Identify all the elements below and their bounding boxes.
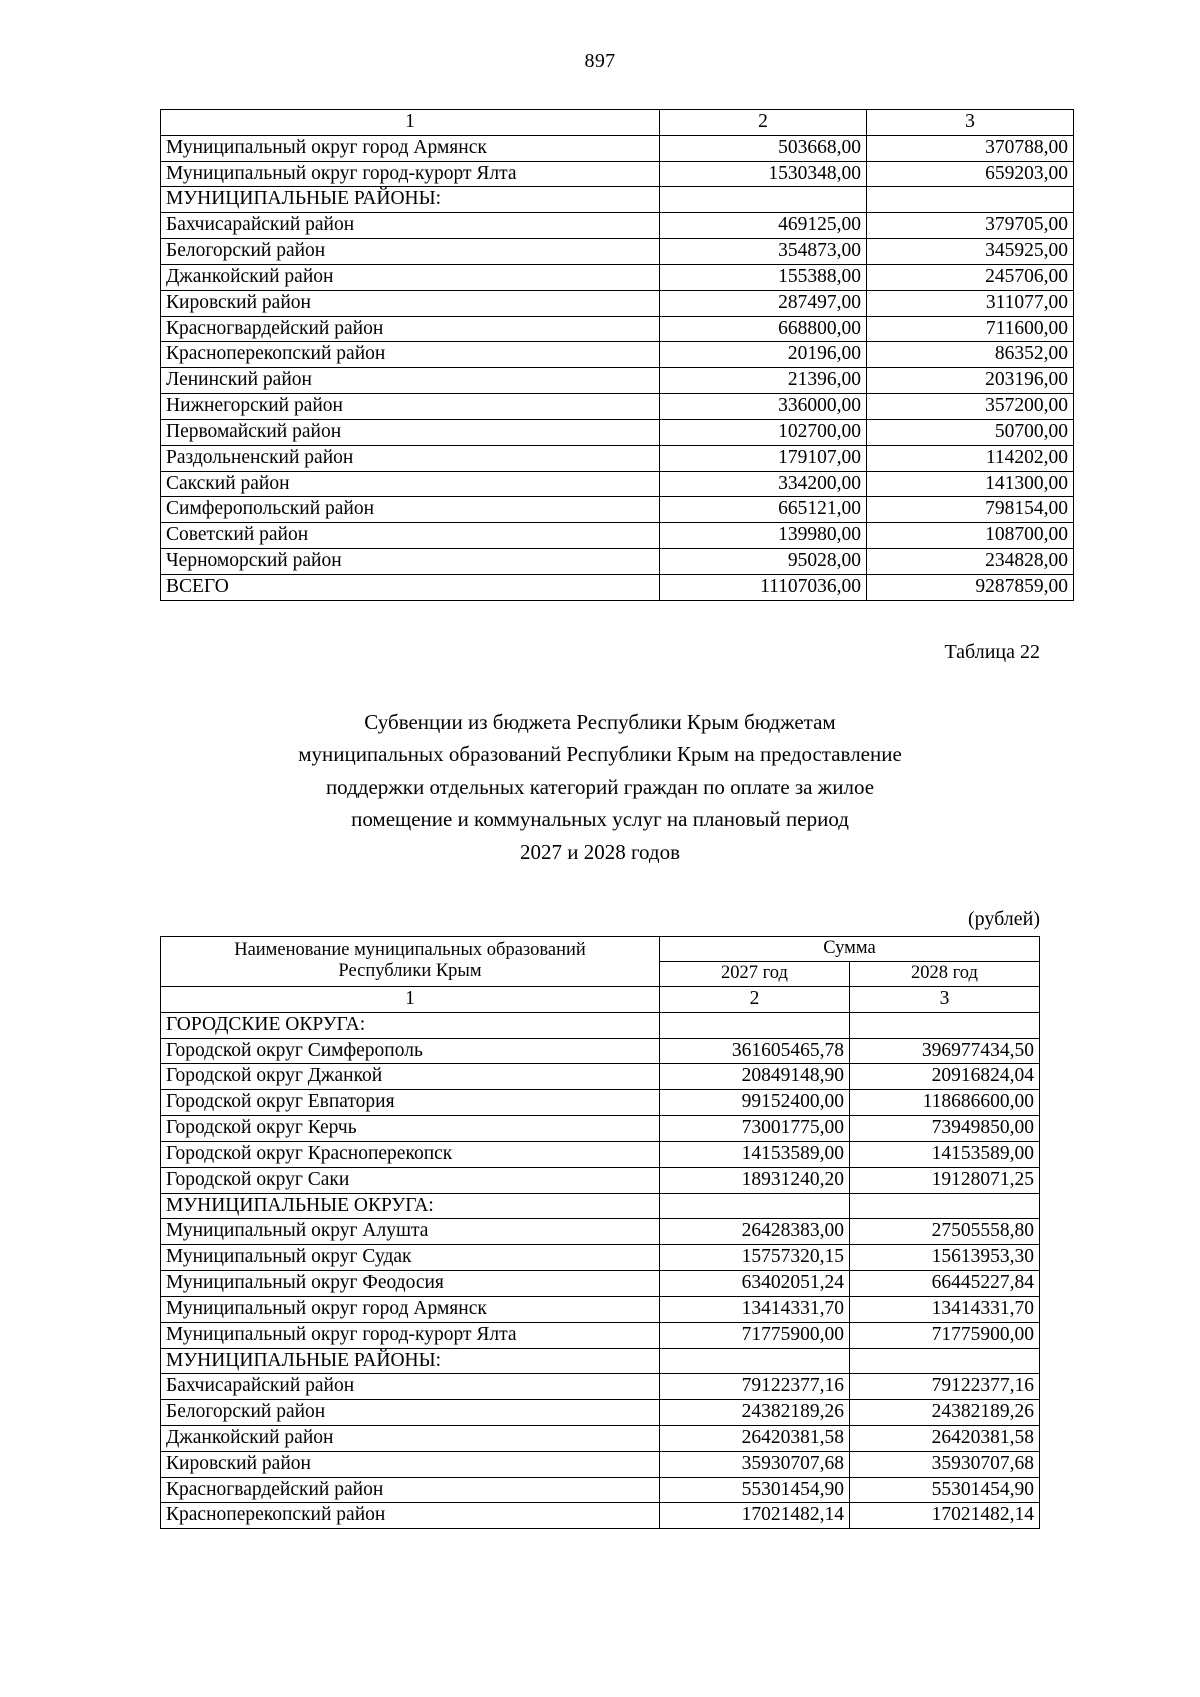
table-row [161, 1219, 1040, 1245]
row-value-2: 354873,00 [660, 239, 867, 265]
header-municipality-name [161, 937, 660, 986]
row-value-2 [660, 1348, 850, 1374]
row-value-3: 20916824,04 [850, 1064, 1040, 1090]
title-line-4: помещение и коммунальных услуг на плановый период [351, 807, 849, 832]
table-row [161, 419, 1074, 445]
row-value-2: 1530348,00 [660, 161, 867, 187]
row-name: Бахчисарайский район [161, 1374, 660, 1400]
header-sum: Сумма [660, 937, 1040, 962]
row-value-3: 15613953,30 [850, 1245, 1040, 1271]
row-name: Ленинский район [161, 368, 660, 394]
table-row [161, 290, 1074, 316]
row-value-3: 14153589,00 [850, 1141, 1040, 1167]
row-value-3: 13414331,70 [850, 1296, 1040, 1322]
section-label: МУНИЦИПАЛЬНЫЕ РАЙОНЫ: [161, 187, 660, 213]
table-2-container [160, 936, 1040, 1529]
table-row [161, 394, 1074, 420]
table-section-row [161, 187, 1074, 213]
table-row [161, 161, 1074, 187]
column-number-3: 3 [850, 986, 1040, 1012]
header-year-2028: 2028 год [850, 962, 1040, 987]
row-value-2: 665121,00 [660, 497, 867, 523]
row-name: Кировский район [161, 290, 660, 316]
row-value-3: 26420381,58 [850, 1425, 1040, 1451]
table-2-body [161, 937, 1040, 1529]
table-row [161, 1451, 1040, 1477]
row-name: Муниципальный округ город Армянск [161, 135, 660, 161]
row-value-3 [850, 1193, 1040, 1219]
row-value-3: 798154,00 [867, 497, 1074, 523]
row-value-3: 50700,00 [867, 419, 1074, 445]
title-line-3: поддержки отдельных категорий граждан по оплате за жилое [325, 774, 875, 799]
row-value-2: 18931240,20 [660, 1167, 850, 1193]
row-value-2: 21396,00 [660, 368, 867, 394]
table-row [161, 1271, 1040, 1297]
table-row [161, 1167, 1040, 1193]
row-name: Муниципальный округ город-курорт Ялта [161, 161, 660, 187]
header-name-line-2: Республики Крым [338, 961, 482, 982]
row-value-3: 311077,00 [867, 290, 1074, 316]
row-value-3: 73949850,00 [850, 1116, 1040, 1142]
table-row [161, 1322, 1040, 1348]
row-name: Красногвардейский район [161, 316, 660, 342]
table-total-row [161, 574, 1074, 600]
row-name: Джанкойский район [161, 264, 660, 290]
table-section-row [161, 1193, 1040, 1219]
row-value-3: 141300,00 [867, 471, 1074, 497]
table-row [161, 1400, 1040, 1426]
row-value-3: 17021482,14 [850, 1503, 1040, 1529]
row-value-3: 55301454,90 [850, 1477, 1040, 1503]
row-value-3: 108700,00 [867, 523, 1074, 549]
row-name: Муниципальный округ город Армянск [161, 1296, 660, 1322]
row-value-2: 35930707,68 [660, 1451, 850, 1477]
row-value-3: 203196,00 [867, 368, 1074, 394]
row-value-2: 20849148,90 [660, 1064, 850, 1090]
row-value-2: 71775900,00 [660, 1322, 850, 1348]
table-row [161, 497, 1074, 523]
row-name: Раздольненский район [161, 445, 660, 471]
row-value-2: 20196,00 [660, 342, 867, 368]
row-name: Муниципальный округ Судак [161, 1245, 660, 1271]
row-value-3: 234828,00 [867, 549, 1074, 575]
row-value-2: 155388,00 [660, 264, 867, 290]
row-value-2 [660, 1012, 850, 1038]
row-name: Городской округ Симферополь [161, 1038, 660, 1064]
table-row [161, 1141, 1040, 1167]
section-label: МУНИЦИПАЛЬНЫЕ ОКРУГА: [161, 1193, 660, 1219]
table-row [161, 342, 1074, 368]
row-value-3: 86352,00 [867, 342, 1074, 368]
row-value-3: 24382189,26 [850, 1400, 1040, 1426]
row-value-2: 63402051,24 [660, 1271, 850, 1297]
table-row [161, 1296, 1040, 1322]
row-value-2: 14153589,00 [660, 1141, 850, 1167]
document-title [205, 664, 995, 869]
header-name-line-1: Наименование муниципальных образований [234, 940, 586, 961]
table-row [161, 1038, 1040, 1064]
table-section-row [161, 1348, 1040, 1374]
column-number-1: 1 [161, 986, 660, 1012]
row-value-3: 79122377,16 [850, 1374, 1040, 1400]
row-value-2: 336000,00 [660, 394, 867, 420]
row-value-2: 139980,00 [660, 523, 867, 549]
row-name: Первомайский район [161, 419, 660, 445]
row-name: Красногвардейский район [161, 1477, 660, 1503]
table-row [161, 1090, 1040, 1116]
total-value-3: 9287859,00 [867, 574, 1074, 600]
row-value-2: 15757320,15 [660, 1245, 850, 1271]
row-value-3: 114202,00 [867, 445, 1074, 471]
row-value-2: 13414331,70 [660, 1296, 850, 1322]
row-value-2: 17021482,14 [660, 1503, 850, 1529]
budget-table-continued [160, 109, 1074, 601]
row-name: Сакский район [161, 471, 660, 497]
table-label: Таблица 22 [944, 640, 1040, 663]
row-name: Муниципальный округ город-курорт Ялта [161, 1322, 660, 1348]
row-name: Красноперекопский район [161, 342, 660, 368]
row-value-2: 26428383,00 [660, 1219, 850, 1245]
table-1-container [160, 109, 1068, 601]
row-value-3: 370788,00 [867, 135, 1074, 161]
column-number-2: 2 [660, 110, 867, 136]
row-name: Кировский район [161, 1451, 660, 1477]
row-value-3 [867, 187, 1074, 213]
row-value-3 [850, 1348, 1040, 1374]
title-line-1: Субвенции из бюджета Республики Крым бюджетам [364, 709, 836, 734]
row-name: Городской округ Джанкой [161, 1064, 660, 1090]
row-value-3: 35930707,68 [850, 1451, 1040, 1477]
row-value-2: 26420381,58 [660, 1425, 850, 1451]
table-section-row [161, 1012, 1040, 1038]
row-name: Городской округ Красноперекопск [161, 1141, 660, 1167]
row-value-2: 361605465,78 [660, 1038, 850, 1064]
row-value-3: 118686600,00 [850, 1090, 1040, 1116]
table-row [161, 239, 1074, 265]
row-name: Муниципальный округ Алушта [161, 1219, 660, 1245]
row-value-3: 66445227,84 [850, 1271, 1040, 1297]
row-name: Муниципальный округ Феодосия [161, 1271, 660, 1297]
table-row-column-numbers [161, 986, 1040, 1012]
row-value-3: 345925,00 [867, 239, 1074, 265]
row-name: Джанкойский район [161, 1425, 660, 1451]
row-value-2: 179107,00 [660, 445, 867, 471]
row-name: Красноперекопский район [161, 1503, 660, 1529]
section-label: МУНИЦИПАЛЬНЫЕ РАЙОНЫ: [161, 1348, 660, 1374]
row-value-2: 55301454,90 [660, 1477, 850, 1503]
row-value-2: 95028,00 [660, 549, 867, 575]
column-number-3: 3 [867, 110, 1074, 136]
row-value-2 [660, 187, 867, 213]
row-value-3: 245706,00 [867, 264, 1074, 290]
row-value-2 [660, 1193, 850, 1219]
row-value-3: 379705,00 [867, 213, 1074, 239]
table-row [161, 549, 1074, 575]
section-label: ГОРОДСКИЕ ОКРУГА: [161, 1012, 660, 1038]
table-row [161, 368, 1074, 394]
row-name: Белогорский район [161, 239, 660, 265]
table-row [161, 471, 1074, 497]
row-value-2: 102700,00 [660, 419, 867, 445]
total-value-2: 11107036,00 [660, 574, 867, 600]
table-row-column-numbers [161, 110, 1074, 136]
row-name: Советский район [161, 523, 660, 549]
row-value-2: 668800,00 [660, 316, 867, 342]
row-name: Городской округ Саки [161, 1167, 660, 1193]
table-1-body [161, 110, 1074, 601]
table-row [161, 445, 1074, 471]
row-value-3: 357200,00 [867, 394, 1074, 420]
row-value-3: 396977434,50 [850, 1038, 1040, 1064]
row-name: Нижнегорский район [161, 394, 660, 420]
total-label: ВСЕГО [161, 574, 660, 600]
table-row [161, 1425, 1040, 1451]
currency-note: (рублей) [967, 908, 1040, 931]
table-row [161, 135, 1074, 161]
row-value-2: 469125,00 [660, 213, 867, 239]
row-value-2: 73001775,00 [660, 1116, 850, 1142]
column-number-2: 2 [660, 986, 850, 1012]
table-row [161, 213, 1074, 239]
table-header-row-top [161, 937, 1040, 962]
row-name: Городской округ Керчь [161, 1116, 660, 1142]
table-row [161, 1503, 1040, 1529]
table-row [161, 523, 1074, 549]
row-value-2: 79122377,16 [660, 1374, 850, 1400]
row-value-3: 659203,00 [867, 161, 1074, 187]
row-name: Черноморский район [161, 549, 660, 575]
row-value-2: 24382189,26 [660, 1400, 850, 1426]
row-name: Симферопольский район [161, 497, 660, 523]
row-name: Городской округ Евпатория [161, 1090, 660, 1116]
subvention-table [160, 936, 1040, 1529]
row-name: Бахчисарайский район [161, 213, 660, 239]
row-value-2: 503668,00 [660, 135, 867, 161]
title-line-5: 2027 и 2028 годов [519, 839, 681, 864]
row-value-2: 287497,00 [660, 290, 867, 316]
row-value-3: 71775900,00 [850, 1322, 1040, 1348]
row-value-3: 19128071,25 [850, 1167, 1040, 1193]
row-value-2: 334200,00 [660, 471, 867, 497]
table-row [161, 1477, 1040, 1503]
header-year-2027: 2027 год [660, 962, 850, 987]
table-row [161, 316, 1074, 342]
page-number: 897 [584, 50, 616, 72]
table-row [161, 1116, 1040, 1142]
column-number-1: 1 [161, 110, 660, 136]
title-line-2: муниципальных образований Республики Крым на предоставление [298, 742, 902, 767]
table-row [161, 1064, 1040, 1090]
table-row [161, 1374, 1040, 1400]
table-row [161, 264, 1074, 290]
row-value-3: 711600,00 [867, 316, 1074, 342]
row-value-3 [850, 1012, 1040, 1038]
row-name: Белогорский район [161, 1400, 660, 1426]
row-value-2: 99152400,00 [660, 1090, 850, 1116]
table-row [161, 1245, 1040, 1271]
row-value-3: 27505558,80 [850, 1219, 1040, 1245]
